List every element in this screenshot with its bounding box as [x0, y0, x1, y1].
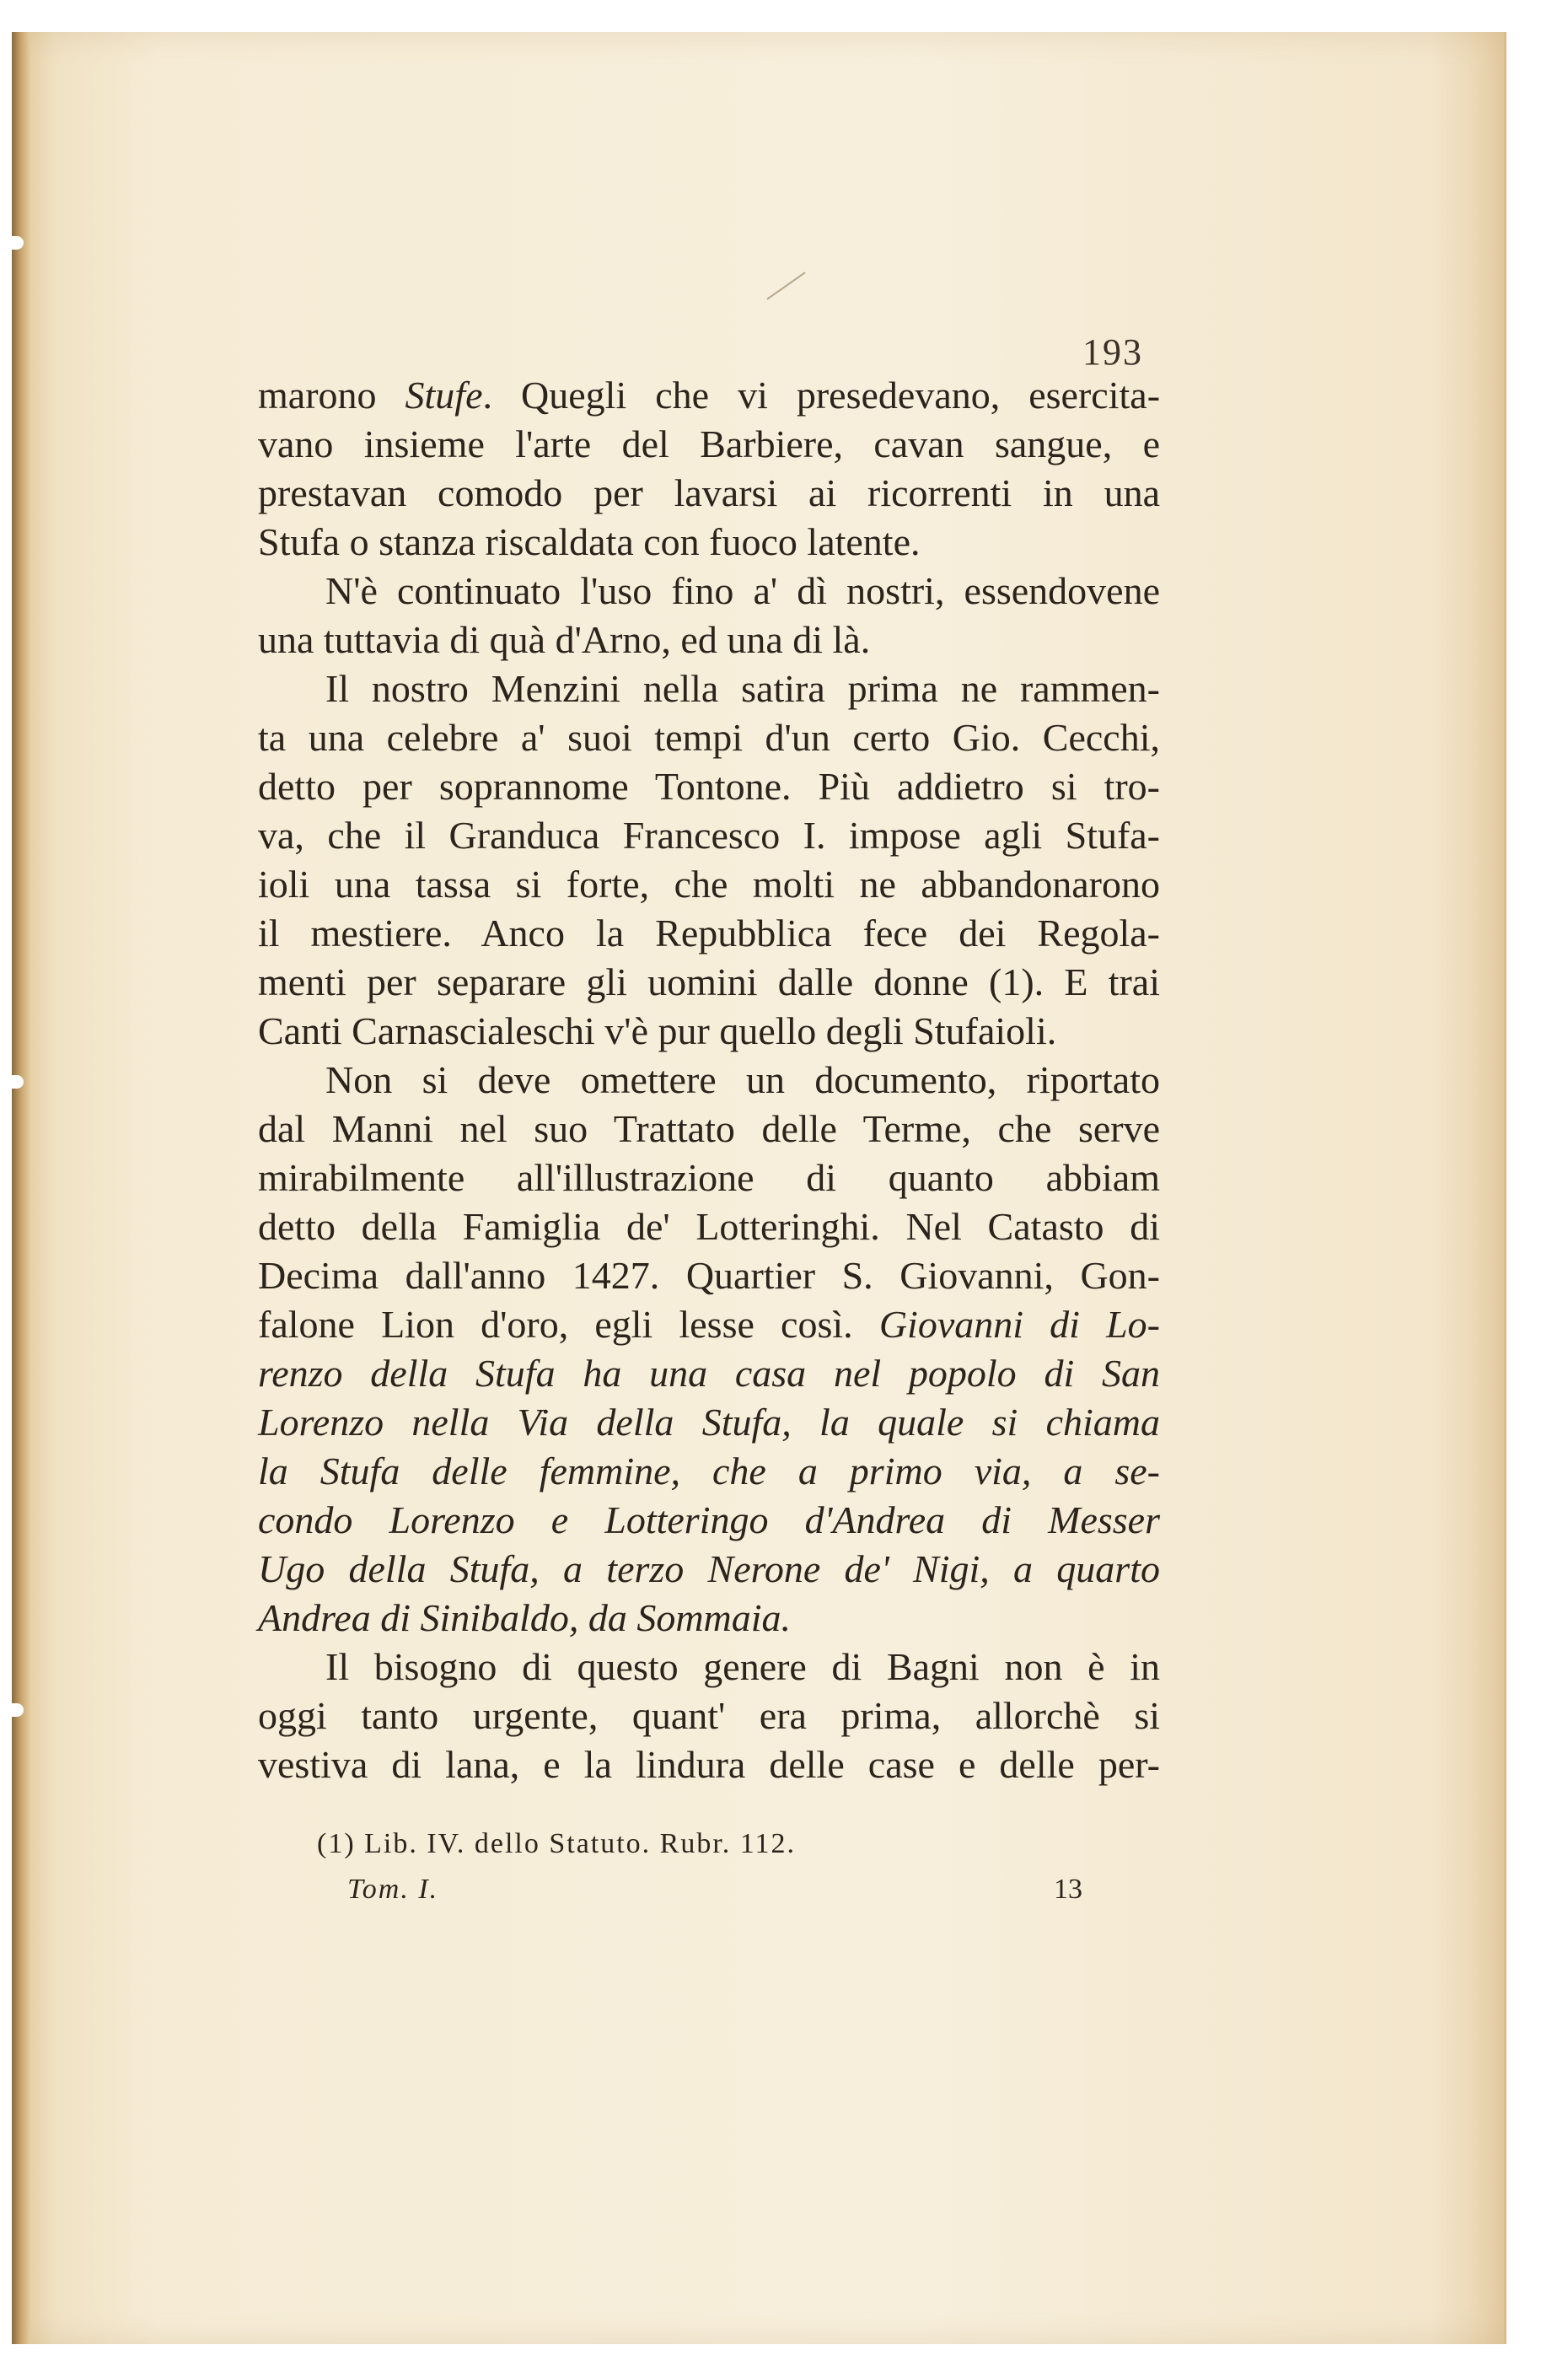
- text-segment: Il bisogno di questo genere di Bagni non è in: [325, 1645, 1160, 1688]
- text-segment: Il nostro Menzini nella satira prima ne rammen-: [325, 667, 1160, 710]
- text-line: [258, 1105, 1160, 1154]
- text-line: [258, 1496, 1160, 1545]
- text-line: [258, 1300, 1160, 1349]
- text-line: [258, 713, 1160, 762]
- text-line: [258, 1447, 1160, 1496]
- italic-text: Lorenzo nella Via della Stufa, la quale si chiama: [258, 1401, 1160, 1444]
- footnote: (1) Lib. IV. dello Statuto. Rubr. 112.: [317, 1828, 797, 1859]
- text-line: [258, 469, 1160, 518]
- text-line: [258, 420, 1160, 469]
- text-line: [258, 1349, 1160, 1398]
- text-line: [258, 616, 1160, 664]
- text-line: [258, 1643, 1160, 1691]
- text-segment: prestavan comodo per lavarsi ai ricorrenti in una: [258, 471, 1160, 514]
- text-segment: mirabilmente all'illustrazione di quanto abbiam: [258, 1156, 1160, 1199]
- text-segment: Decima dall'anno 1427. Quartier S. Giovanni, Gon-: [258, 1254, 1160, 1297]
- text-segment: Non si deve omettere un documento, riportato: [325, 1058, 1160, 1101]
- body-text: [258, 371, 1160, 1789]
- text-segment: ioli una tassa si forte, che molti ne abbandonarono: [258, 863, 1160, 906]
- italic-text: Giovanni di Lo-: [878, 1303, 1160, 1346]
- text-line: [258, 1398, 1160, 1447]
- text-segment: menti per separare gli uomini dalle donne (1). E trai: [258, 960, 1160, 1003]
- text-line: [258, 518, 1160, 567]
- page-number: 193: [1082, 331, 1143, 373]
- text-segment: detto per soprannome Tontone. Più addietro si tro-: [258, 765, 1160, 808]
- volume-signature: Tom. I.: [347, 1874, 439, 1905]
- page-binding-edge: [12, 32, 30, 2344]
- text-segment: oggi tanto urgente, quant' era prima, allorchè si: [258, 1694, 1160, 1737]
- text-segment: vestiva di lana, e la lindura delle case e delle per-: [258, 1743, 1160, 1786]
- text-segment: N'è continuato l'uso fino a' dì nostri, essendovene: [325, 569, 1160, 612]
- text-line: [258, 1740, 1160, 1789]
- text-line: [258, 1007, 1160, 1056]
- text-segment: dal Manni nel suo Trattato delle Terme, che serve: [258, 1107, 1160, 1150]
- text-line: [258, 1202, 1160, 1251]
- signature-mark: 13: [1054, 1874, 1082, 1905]
- italic-text: Stufe: [405, 374, 483, 417]
- text-segment: Stufa o stanza riscaldata con fuoco latente.: [258, 520, 921, 563]
- italic-text: renzo della Stufa ha una casa nel popolo di San: [258, 1352, 1160, 1395]
- text-line: [258, 664, 1160, 713]
- text-segment: vano insieme l'arte del Barbiere, cavan sangue, e: [258, 422, 1160, 465]
- italic-text: la Stufa delle femmine, che a primo via, a se-: [258, 1449, 1160, 1492]
- text-segment: . Quegli che vi presedevano, esercita-: [482, 374, 1161, 417]
- italic-text: Andrea di Sinibaldo, da Sommaia.: [258, 1596, 792, 1639]
- text-line: [258, 909, 1160, 958]
- text-line: [258, 371, 1160, 420]
- text-segment: una tuttavia di quà d'Arno, ed una di là.: [258, 618, 871, 661]
- text-line: [258, 811, 1160, 860]
- text-line: [258, 1251, 1160, 1300]
- text-segment: va, che il Granduca Francesco I. impose agli Stufa-: [258, 814, 1160, 857]
- text-line: [258, 567, 1160, 616]
- text-line: [258, 762, 1160, 811]
- text-line: [258, 1545, 1160, 1594]
- text-line: [258, 1691, 1160, 1740]
- text-segment: Canti Carnascialeschi v'è pur quello degli Stufaioli.: [258, 1009, 1057, 1052]
- text-segment: ta una celebre a' suoi tempi d'un certo Gio. Cecchi,: [258, 716, 1160, 759]
- text-line: [258, 958, 1160, 1007]
- text-segment: marono: [258, 374, 405, 417]
- italic-text: condo Lorenzo e Lotteringo d'Andrea di Messer: [258, 1498, 1160, 1541]
- text-line: [258, 860, 1160, 909]
- text-segment: detto della Famiglia de' Lotteringhi. Nel Catasto di: [258, 1205, 1160, 1248]
- text-line: [258, 1056, 1160, 1105]
- text-segment: il mestiere. Anco la Repubblica fece dei Regola-: [258, 912, 1160, 955]
- text-line: [258, 1154, 1160, 1202]
- text-segment: falone Lion d'oro, egli lesse così.: [258, 1303, 879, 1346]
- text-line: [258, 1594, 1160, 1643]
- italic-text: Ugo della Stufa, a terzo Nerone de' Nigi, a quarto: [258, 1547, 1160, 1590]
